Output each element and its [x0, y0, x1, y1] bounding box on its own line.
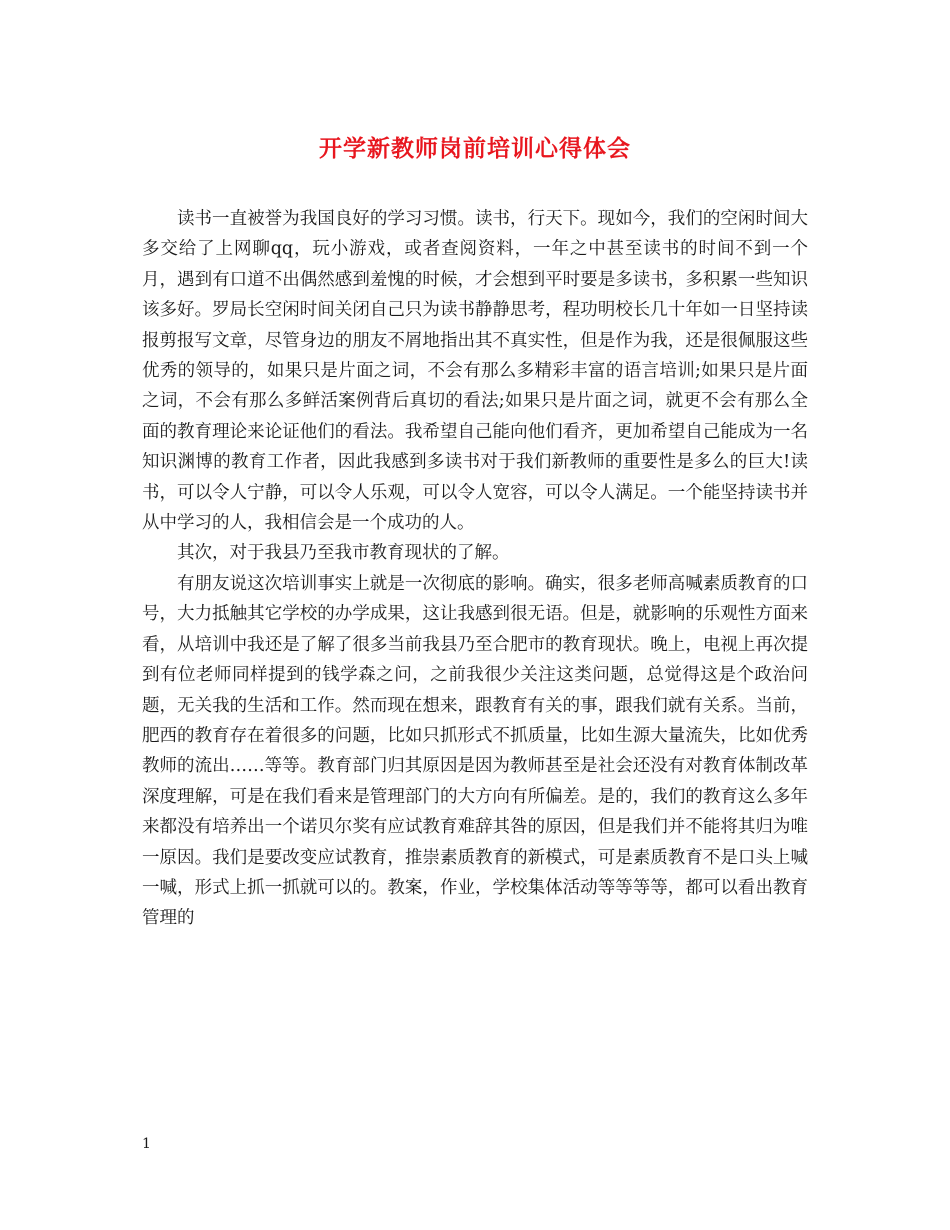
paragraph-reading: 读书一直被誉为我国良好的学习习惯。读书，行天下。现如今，我们的空闲时间大多交给了上网聊qq，玩小游戏，或者查阅资料，一年之中甚至读书的时间不到一个月，遇到有口道不出偶然感到羞愧的时候，才会想到平时要是多读书，多积累一些知识该多好。罗局长空闲时间关闭自己只为读书静静思考，程功明校长几十年如一日坚持读报剪报写文章，尽管身边的朋友不屑地指出其不真实性，但是作为我，还是很佩服这些优秀的领导的，如果只是片面之词，不会有那么多精彩丰富的语言培训;如果只是片面之词，不会有那么多鲜活案例背后真切的看法;如果只是片面之词，就更不会有那么全面的教育理论来论证他们的看法。我希望自己能向他们看齐，更加希望自己能成为一名知识渊博的教育工作者，因此我感到多读书对于我们新教师的重要性是多么的巨大!读书，可以令人宁静，可以令人乐观，可以令人宽容，可以令人满足。一个能坚持读书并从中学习的人，我相信会是一个成功的人。 — [142, 209, 808, 534]
paragraph-education-status-heading: 其次，对于我县乃至我市教育现状的了解。 — [177, 543, 510, 564]
page-number: 1 — [142, 1136, 151, 1152]
paragraph-education-status: 有朋友说这次培训事实上就是一次彻底的影响。确实，很多老师高喊素质教育的口号，大力抵触其它学校的办学成果，这让我感到很无语。但是，就影响的乐观性方面来看，从培训中我还是了解了很多当前我县乃至合肥市的教育现状。晚上，电视上再次提到有位老师同样提到的钱学森之问，之前我很少关注这类问题，总觉得这是个政治问题，无关我的生活和工作。然而现在想来，跟教育有关的事，跟我们就有关系。当前，肥西的教育存在着很多的问题，比如只抓形式不抓质量，比如生源大量流失，比如优秀教师的流出……等等。教育部门归其原因是因为教师甚至是社会还没有对教育体制改革深度理解，可是在我们看来是管理部门的大方向有所偏差。是的，我们的教育这么多年来都没有培养出一个诺贝尔奖有应试教育难辞其咎的原因，但是我们并不能将其归为唯一原因。我们是要改变应试教育，推崇素质教育的新模式，可是素质教育不是口头上喊一喊，形式上抓一抓就可以的。教案，作业，学校集体活动等等等等，都可以看出教育管理的 — [142, 573, 808, 929]
document-title: 开学新教师岗前培训心得体会 — [319, 135, 631, 162]
document-body — [142, 204, 808, 934]
